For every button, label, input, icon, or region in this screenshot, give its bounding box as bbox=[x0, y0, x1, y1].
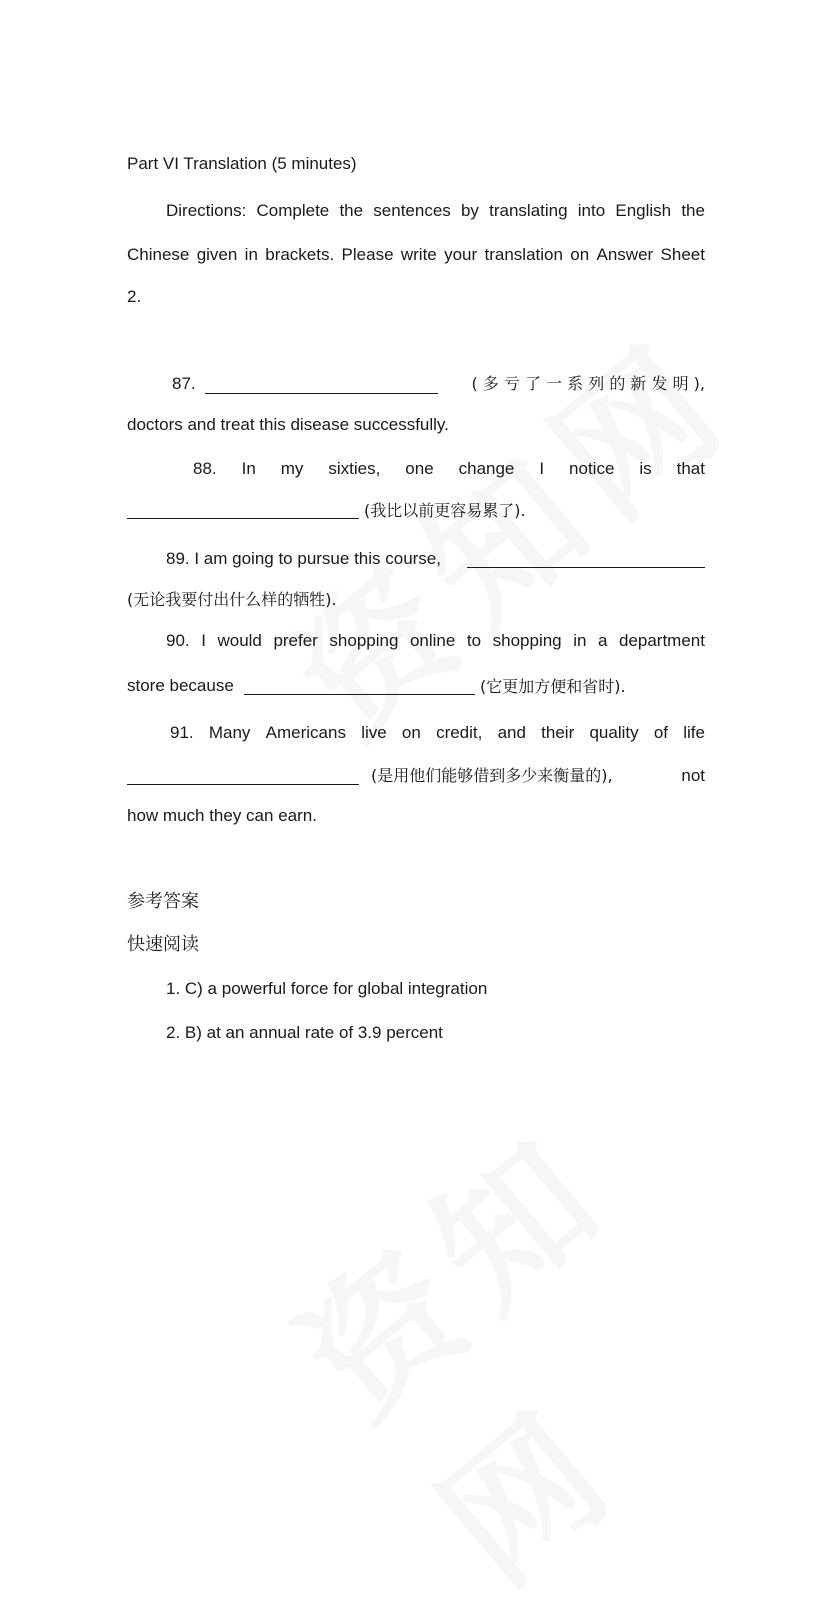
question-90-prefix: store because bbox=[127, 676, 234, 695]
word: given bbox=[196, 245, 238, 264]
word: Answer bbox=[596, 245, 654, 264]
word: that bbox=[676, 459, 705, 478]
question-91-line-3: how much they can earn. bbox=[127, 806, 317, 825]
answer-blank-88[interactable] bbox=[127, 502, 359, 519]
word: In bbox=[241, 459, 256, 478]
word: online bbox=[409, 631, 456, 650]
question-91-chinese: (是用他们能够借到多少来衡量的), bbox=[371, 766, 613, 785]
word: one bbox=[405, 459, 434, 478]
answer-item: 2. B) at an annual rate of 3.9 percent bbox=[166, 1023, 443, 1042]
answers-heading: 参考答案 bbox=[127, 891, 199, 912]
word: Chinese bbox=[127, 245, 190, 264]
question-87-line-2: doctors and treat this disease successfully. bbox=[127, 415, 449, 434]
directions-line-3: 2. bbox=[127, 287, 142, 306]
word: their bbox=[541, 723, 575, 742]
word: Please bbox=[341, 245, 394, 264]
question-90-chinese: (它更加方便和省时). bbox=[480, 677, 626, 696]
question-88-line-1 bbox=[193, 458, 705, 480]
word: department bbox=[618, 631, 705, 650]
word: 88. bbox=[193, 459, 217, 478]
word: brackets. bbox=[265, 245, 335, 264]
word: change bbox=[458, 459, 515, 478]
word: Directions: bbox=[166, 201, 247, 220]
word: the bbox=[339, 201, 364, 220]
word: of bbox=[653, 723, 669, 742]
word: English bbox=[615, 201, 672, 220]
section-title: Part VI Translation (5 minutes) bbox=[127, 154, 357, 173]
question-91-line-1 bbox=[170, 722, 705, 744]
word: translation bbox=[484, 245, 563, 264]
answer-blank-90[interactable] bbox=[244, 678, 475, 695]
word: notice bbox=[569, 459, 615, 478]
question-91-suffix: not bbox=[681, 766, 705, 785]
word: into bbox=[577, 201, 606, 220]
word: prefer bbox=[273, 631, 318, 650]
word: write bbox=[400, 245, 437, 264]
directions-line-1 bbox=[166, 200, 705, 222]
word: shopping bbox=[492, 631, 562, 650]
word: sixties, bbox=[328, 459, 381, 478]
word: on bbox=[570, 245, 590, 264]
word: and bbox=[497, 723, 526, 742]
word: I bbox=[539, 459, 545, 478]
word: 91. bbox=[170, 723, 194, 742]
word: sentences bbox=[373, 201, 451, 220]
question-87-number: 87. bbox=[172, 374, 196, 393]
word: to bbox=[466, 631, 482, 650]
word: in bbox=[573, 631, 587, 650]
word: is bbox=[639, 459, 652, 478]
word: credit, bbox=[436, 723, 483, 742]
question-89-chinese: (无论我要付出什么样的牺牲). bbox=[127, 590, 337, 609]
answers-section: 快速阅读 bbox=[127, 934, 199, 955]
word: Complete bbox=[256, 201, 330, 220]
word: translating bbox=[489, 201, 568, 220]
word: life bbox=[683, 723, 705, 742]
word: Americans bbox=[265, 723, 346, 742]
question-88-chinese: (我比以前更容易累了). bbox=[364, 501, 526, 520]
word: my bbox=[280, 459, 304, 478]
word: I bbox=[201, 631, 206, 650]
question-87-chinese: ( 多 亏 了 一 系 列 的 新 发 明 ), bbox=[471, 374, 705, 393]
word: the bbox=[681, 201, 705, 220]
directions-line-2 bbox=[127, 244, 705, 266]
question-89-line-1: 89. I am going to pursue this course, bbox=[166, 549, 441, 568]
word: would bbox=[217, 631, 262, 650]
word: Many bbox=[208, 723, 251, 742]
word: by bbox=[460, 201, 479, 220]
word: on bbox=[401, 723, 421, 742]
word: live bbox=[361, 723, 387, 742]
answer-blank-91[interactable] bbox=[127, 768, 359, 785]
answer-blank-89[interactable] bbox=[467, 551, 705, 568]
question-90-line-1 bbox=[166, 630, 705, 652]
word: your bbox=[444, 245, 478, 264]
word: in bbox=[244, 245, 258, 264]
word: shopping bbox=[329, 631, 399, 650]
word: Sheet bbox=[660, 245, 705, 264]
watermark bbox=[240, 281, 770, 774]
answer-blank-87[interactable] bbox=[205, 377, 438, 394]
word: quality bbox=[589, 723, 639, 742]
word: 90. bbox=[166, 631, 190, 650]
watermark bbox=[250, 970, 830, 1622]
word: a bbox=[597, 631, 608, 650]
answer-item: 1. C) a powerful force for global integration bbox=[166, 979, 488, 998]
